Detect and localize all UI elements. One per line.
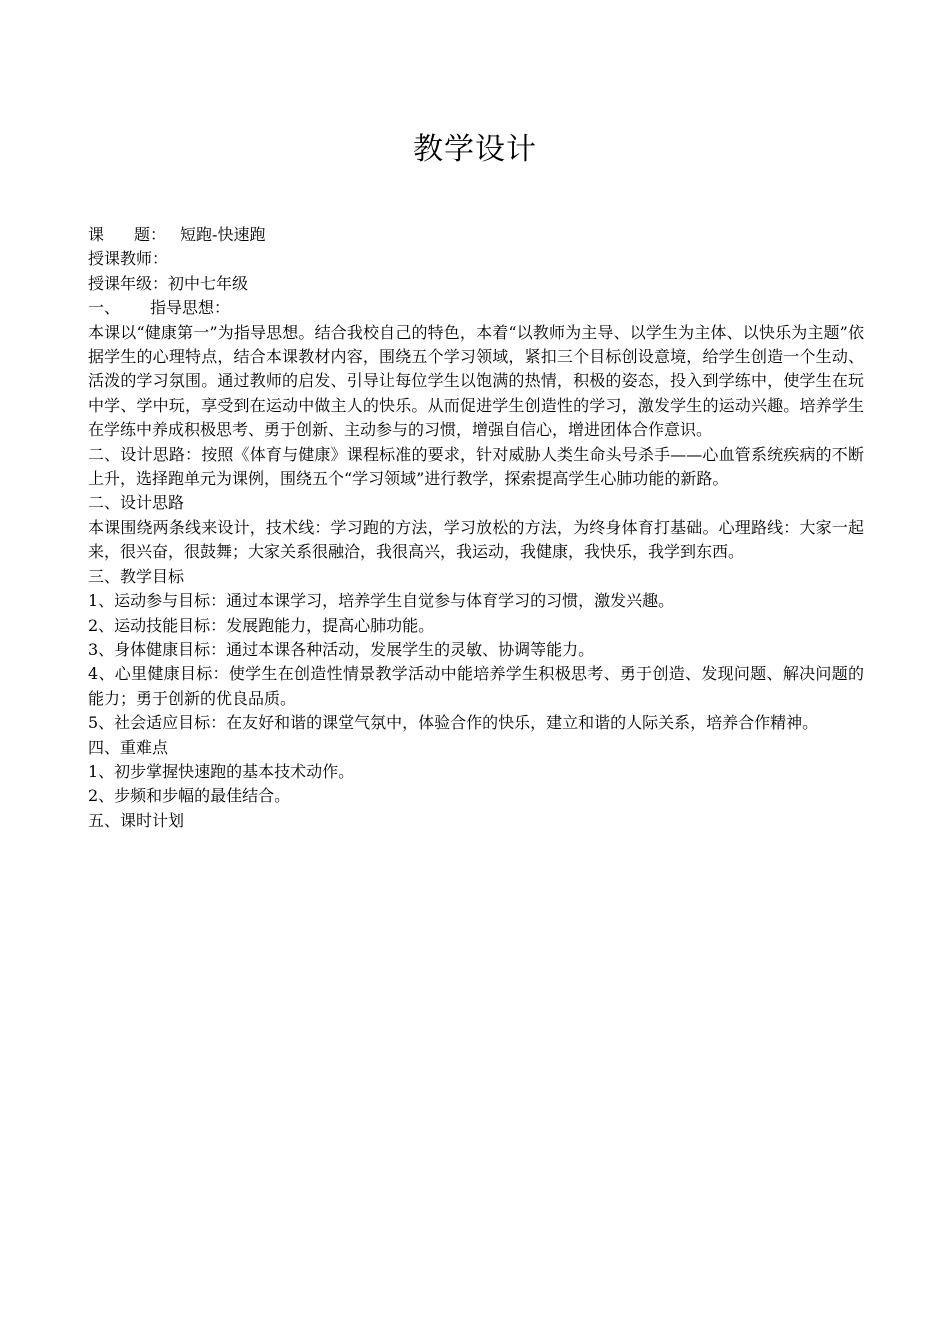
objective-item: 3、身体健康目标：通过本课各种活动，发展学生的灵敏、协调等能力。 [88,639,595,659]
section5-heading: 五、课时计划 [88,810,185,830]
section1-body: 本课以“健康第一”为指导思想。结合我校自己的特色，本着“以教师为主导、以学生为主体、以快乐为主题”依据学生的心理特点，结合本课教材内容，围绕五个学习领域，紧扣三个目标创设意境，给学生创造一个生动、活泼的学习氛围。通过教师的启发、引导让每位学生以饱满的热情，积极的姿态，投入到学练中，使学生在玩中学、学中玩，享受到在运动中做主人的快乐。从而促进学生创造性的学习，激发学生的运动兴趣。培养学生在学练中养成积极思考、勇于创新、主动参与的习惯，增强自信心，增进团体合作意识。 [88,322,864,440]
objective-item: 1、运动参与目标：通过本课学习，培养学生自觉参与体育学习的习惯，激发兴趣。 [88,591,675,611]
objective-item: 5、社会适应目标：在友好和谐的课堂气氛中，体验合作的快乐，建立和谐的人际关系，培养合作精神。 [88,713,819,733]
section4-heading: 四、重难点 [88,737,169,757]
meta-grade-value: 初中七年级 [168,273,249,293]
document-body [88,223,864,833]
document-title: 教学设计 [413,132,537,167]
keypoint-item: 1、初步掌握快速跑的基本技术动作。 [88,761,355,781]
section1-heading [88,296,864,320]
section2a-body: 二、设计思路：按照《体育与健康》课程标准的要求，针对威胁人类生命头号杀手——心血管系统疾病的不断上升，选择跑单元为课例，围绕五个“学习领域”进行教学，探索提高学生心肺功能的新路。 [88,444,864,489]
section1-heading-text: 指导思想： [150,298,231,318]
objective-item: 4、心里健康目标：使学生在创造性情景教学活动中能培养学生积极思考、勇于创造、发现问题、解决问题的能力；勇于创新的优良品质。 [88,664,864,708]
section2b-heading: 二、设计思路 [88,493,185,513]
section3-heading: 三、教学目标 [88,566,185,586]
section1-heading-num: 一、 [88,298,121,318]
meta-topic-label: 课 [88,225,105,244]
section2b-body: 本课围绕两条线来设计，技术线：学习跑的方法，学习放松的方法，为终身体育打基础。心理路线：大家一起来，很兴奋，很鼓舞；大家关系很融洽，我很高兴，我运动，我健康，我快乐，我学到东西。 [88,517,864,562]
meta-topic-label-2: 题： [134,225,167,244]
meta-teacher-label: 授课教师： [88,249,169,269]
meta-grade [88,272,864,296]
meta-teacher [88,247,864,271]
meta-topic-value: 短跑-快速跑 [180,225,266,244]
keypoint-item: 2、步频和步幅的最佳结合。 [88,786,291,806]
meta-topic [88,223,864,247]
meta-grade-label: 授课年级： [88,273,169,293]
objective-item: 2、运动技能目标：发展跑能力，提高心肺功能。 [88,615,435,635]
